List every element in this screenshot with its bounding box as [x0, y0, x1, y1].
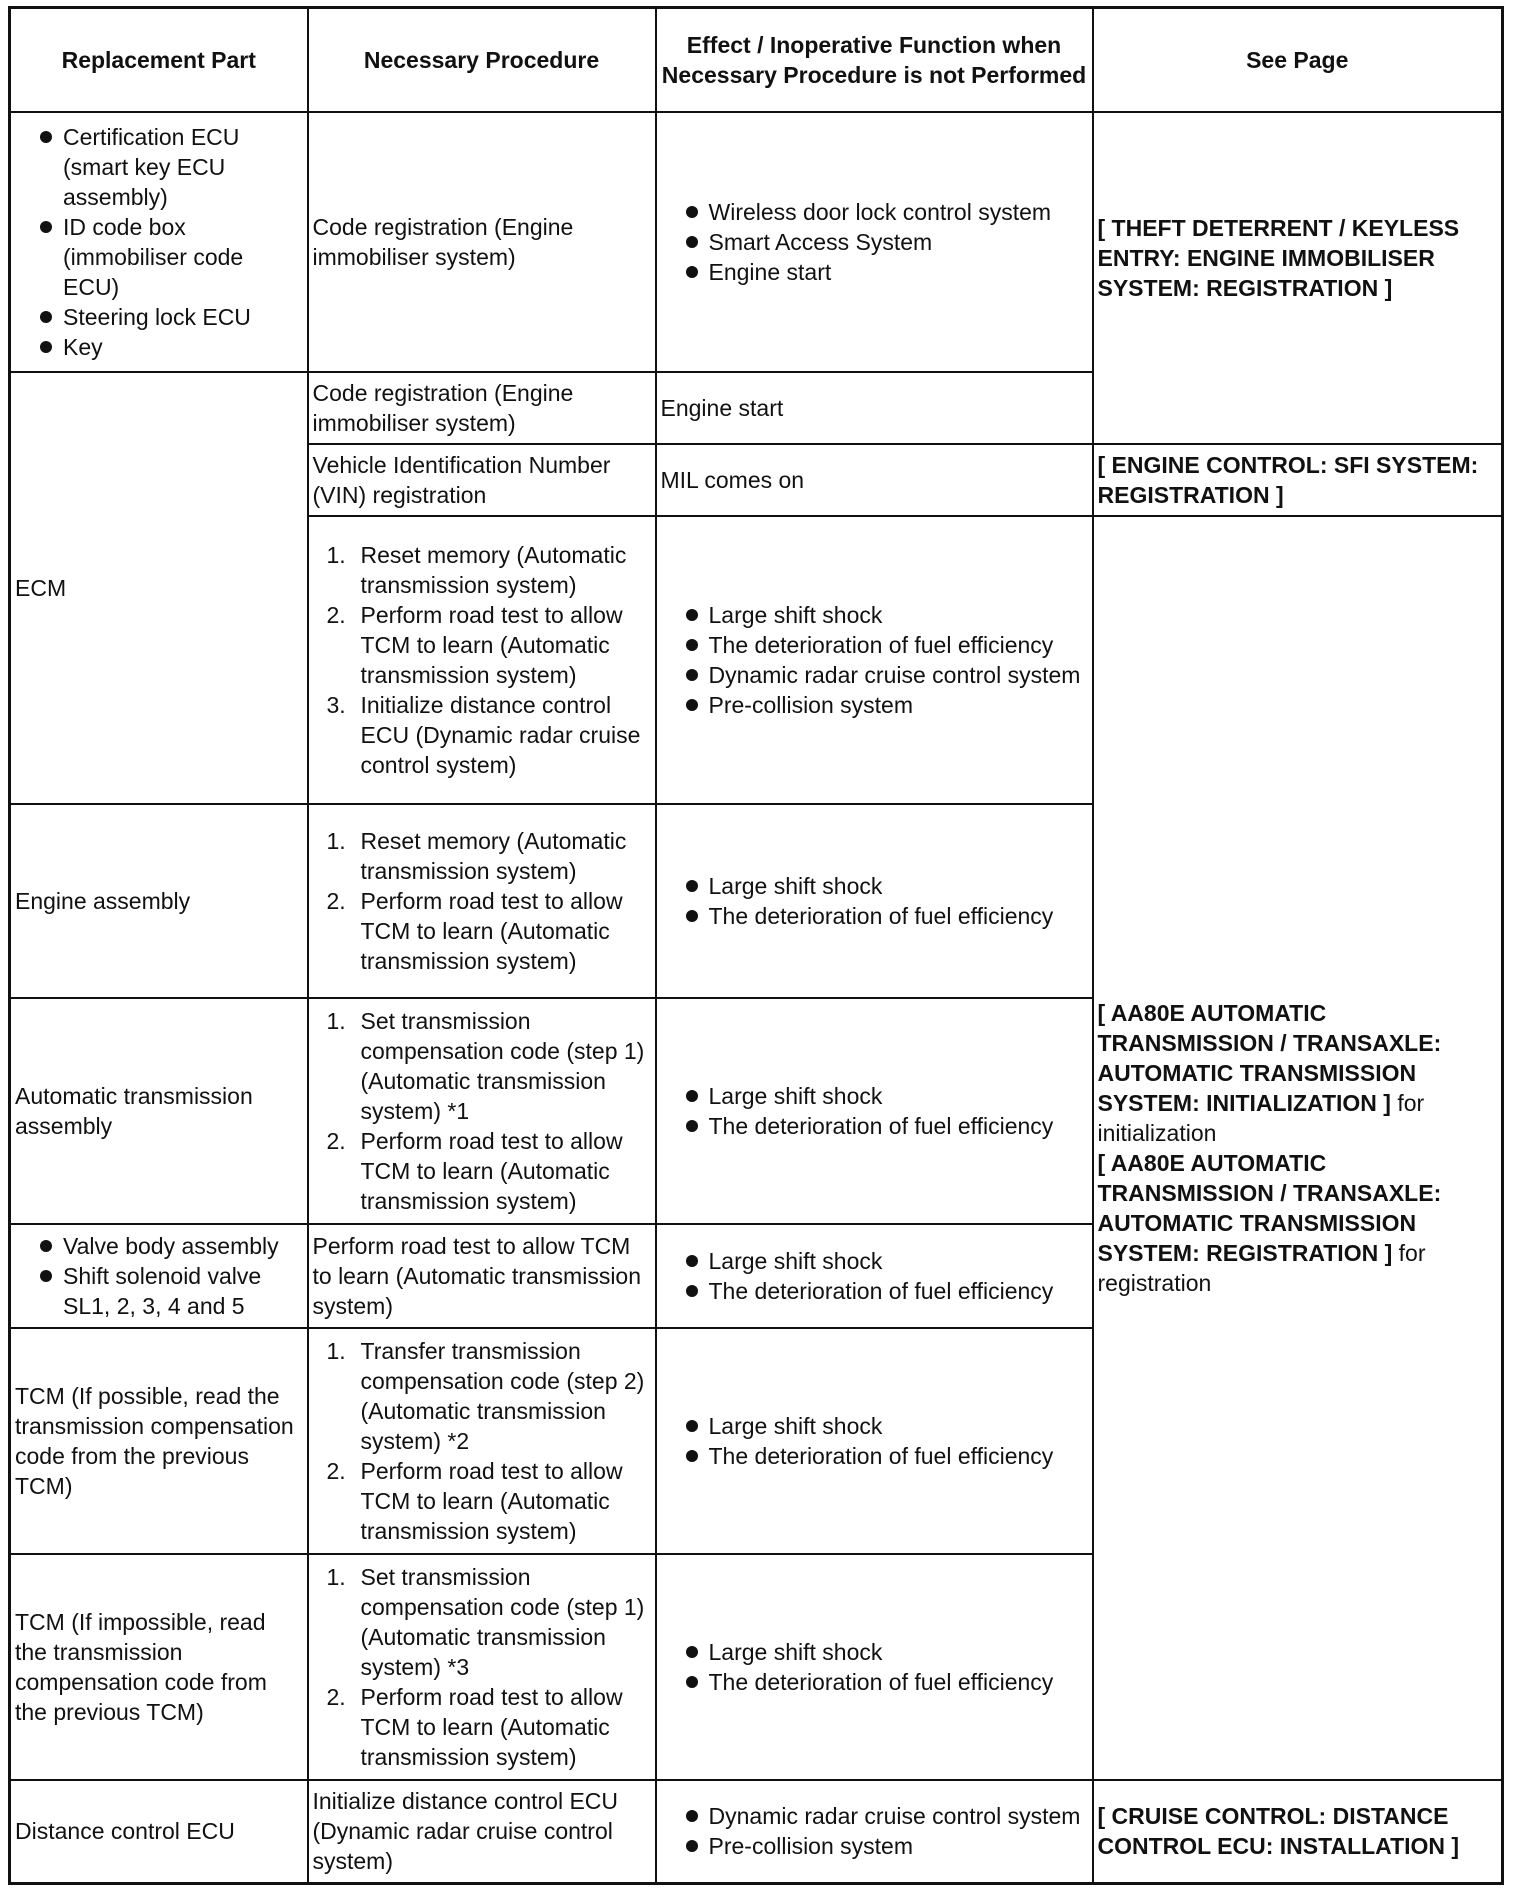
- part-list: [15, 1231, 303, 1321]
- list-item: Large shift shock: [661, 871, 1088, 901]
- part-cell: TCM (If impossible, read the transmission compensation code from the previous TCM): [10, 1554, 308, 1780]
- procedure-cell: [308, 1554, 656, 1780]
- part-cell: [10, 1224, 308, 1328]
- list-item: The deterioration of fuel efficiency: [661, 1441, 1088, 1471]
- list-item: Pre-collision system: [661, 690, 1088, 720]
- replacement-procedure-table: [8, 6, 1504, 1885]
- header-row: [10, 8, 1503, 112]
- table-row: [10, 112, 1503, 372]
- list-item: Large shift shock: [661, 1246, 1088, 1276]
- see-page-link[interactable]: [ THEFT DETERRENT / KEYLESS ENTRY: ENGINE IMMOBILISER SYSTEM: REGISTRATION ]: [1093, 112, 1503, 444]
- part-cell: [10, 112, 308, 372]
- list-item: Engine start: [661, 257, 1088, 287]
- effect-cell: [656, 112, 1093, 372]
- effect-list: [661, 1411, 1088, 1471]
- header-effect: Effect / Inoperative Function when Necessary Procedure is not Performed: [656, 8, 1093, 112]
- procedure-steps: [313, 826, 651, 976]
- effect-cell: Engine start: [656, 372, 1093, 444]
- effect-cell: [656, 998, 1093, 1224]
- list-item: 3. Initialize distance control ECU (Dynamic radar cruise control system): [326, 691, 641, 778]
- list-item: Dynamic radar cruise control system: [661, 1801, 1088, 1831]
- part-cell: Distance control ECU: [10, 1780, 308, 1884]
- part-cell: Engine assembly: [10, 804, 308, 998]
- part-cell: ECM: [10, 372, 308, 804]
- effect-cell: [656, 804, 1093, 998]
- effect-list: [661, 1246, 1088, 1306]
- list-item: The deterioration of fuel efficiency: [661, 630, 1088, 660]
- effect-cell: [656, 516, 1093, 804]
- procedure-cell: Code registration (Engine immobiliser system): [308, 112, 656, 372]
- list-item: Large shift shock: [661, 1411, 1088, 1441]
- table-row: [10, 1780, 1503, 1884]
- list-item: Large shift shock: [661, 600, 1088, 630]
- procedure-cell: Initialize distance control ECU (Dynamic radar cruise control system): [308, 1780, 656, 1884]
- list-item: 2. Perform road test to allow TCM to learn (Automatic transmission system): [326, 1127, 623, 1214]
- effect-cell: [656, 1554, 1093, 1780]
- procedure-cell: [308, 998, 656, 1224]
- effect-cell: [656, 1780, 1093, 1884]
- list-item: The deterioration of fuel efficiency: [661, 901, 1088, 931]
- procedure-steps: [313, 540, 651, 780]
- header-necessary-procedure: Necessary Procedure: [308, 8, 656, 112]
- list-item: 1. Set transmission compensation code (step 1) (Automatic transmission system) *1: [326, 1007, 645, 1124]
- effect-list: [661, 1637, 1088, 1697]
- list-item: Key: [15, 332, 303, 362]
- effect-list: [661, 871, 1088, 931]
- procedure-steps: [313, 1562, 651, 1772]
- list-item: Large shift shock: [661, 1637, 1088, 1667]
- effect-cell: [656, 1328, 1093, 1554]
- list-item: 2. Perform road test to allow TCM to learn (Automatic transmission system): [326, 1457, 623, 1544]
- list-item: 2. Perform road test to allow TCM to learn (Automatic transmission system): [326, 601, 623, 688]
- list-item: 1. Set transmission compensation code (step 1) (Automatic transmission system) *3: [326, 1563, 645, 1680]
- part-list: [15, 122, 303, 362]
- procedure-steps: [313, 1336, 651, 1546]
- list-item: Pre-collision system: [661, 1831, 1088, 1861]
- list-item: Large shift shock: [661, 1081, 1088, 1111]
- list-item: Steering lock ECU: [15, 302, 303, 332]
- effect-list: [661, 1801, 1088, 1861]
- see-page-link[interactable]: [ AA80E AUTOMATIC TRANSMISSION / TRANSAXLE: AUTOMATIC TRANSMISSION SYSTEM: INITIALIZATION ] for initialization [ AA80E AUTOMATIC TRANSMISSION / TRANSAXLE: AUTOMATIC TRANSMISSION SYSTEM: REGISTRATION ] for registration: [1093, 516, 1503, 1780]
- procedure-cell: [308, 1328, 656, 1554]
- procedure-cell: [308, 516, 656, 804]
- effect-cell: MIL comes on: [656, 444, 1093, 516]
- procedure-cell: [308, 804, 656, 998]
- list-item: 1. Reset memory (Automatic transmission system): [326, 827, 627, 884]
- list-item: The deterioration of fuel efficiency: [661, 1111, 1088, 1141]
- list-item: Wireless door lock control system: [661, 197, 1088, 227]
- see-page-link[interactable]: [ ENGINE CONTROL: SFI SYSTEM: REGISTRATION ]: [1093, 444, 1503, 516]
- list-item: ID code box (immobiliser code ECU): [15, 212, 303, 302]
- header-see-page: See Page: [1093, 8, 1503, 112]
- part-cell: TCM (If possible, read the transmission compensation code from the previous TCM): [10, 1328, 308, 1554]
- list-item: Valve body assembly: [15, 1231, 303, 1261]
- list-item: 2. Perform road test to allow TCM to learn (Automatic transmission system): [326, 1683, 623, 1770]
- list-item: The deterioration of fuel efficiency: [661, 1276, 1088, 1306]
- effect-list: [661, 1081, 1088, 1141]
- effect-list: [661, 197, 1088, 287]
- list-item: Certification ECU (smart key ECU assembly): [15, 122, 303, 212]
- list-item: Shift solenoid valve SL1, 2, 3, 4 and 5: [15, 1261, 303, 1321]
- see-page-link[interactable]: [ CRUISE CONTROL: DISTANCE CONTROL ECU: INSTALLATION ]: [1093, 1780, 1503, 1884]
- procedure-cell: Perform road test to allow TCM to learn (Automatic transmission system): [308, 1224, 656, 1328]
- list-item: Dynamic radar cruise control system: [661, 660, 1088, 690]
- part-cell: Automatic transmission assembly: [10, 998, 308, 1224]
- procedure-cell: Vehicle Identification Number (VIN) registration: [308, 444, 656, 516]
- effect-cell: [656, 1224, 1093, 1328]
- list-item: 2. Perform road test to allow TCM to learn (Automatic transmission system): [326, 887, 623, 974]
- list-item: The deterioration of fuel efficiency: [661, 1667, 1088, 1697]
- header-replacement-part: Replacement Part: [10, 8, 308, 112]
- procedure-cell: Code registration (Engine immobiliser system): [308, 372, 656, 444]
- effect-list: [661, 600, 1088, 720]
- procedure-steps: [313, 1006, 651, 1216]
- list-item: 1. Transfer transmission compensation code (step 2) (Automatic transmission system) *2: [326, 1337, 645, 1454]
- list-item: Smart Access System: [661, 227, 1088, 257]
- list-item: 1. Reset memory (Automatic transmission system): [326, 541, 627, 598]
